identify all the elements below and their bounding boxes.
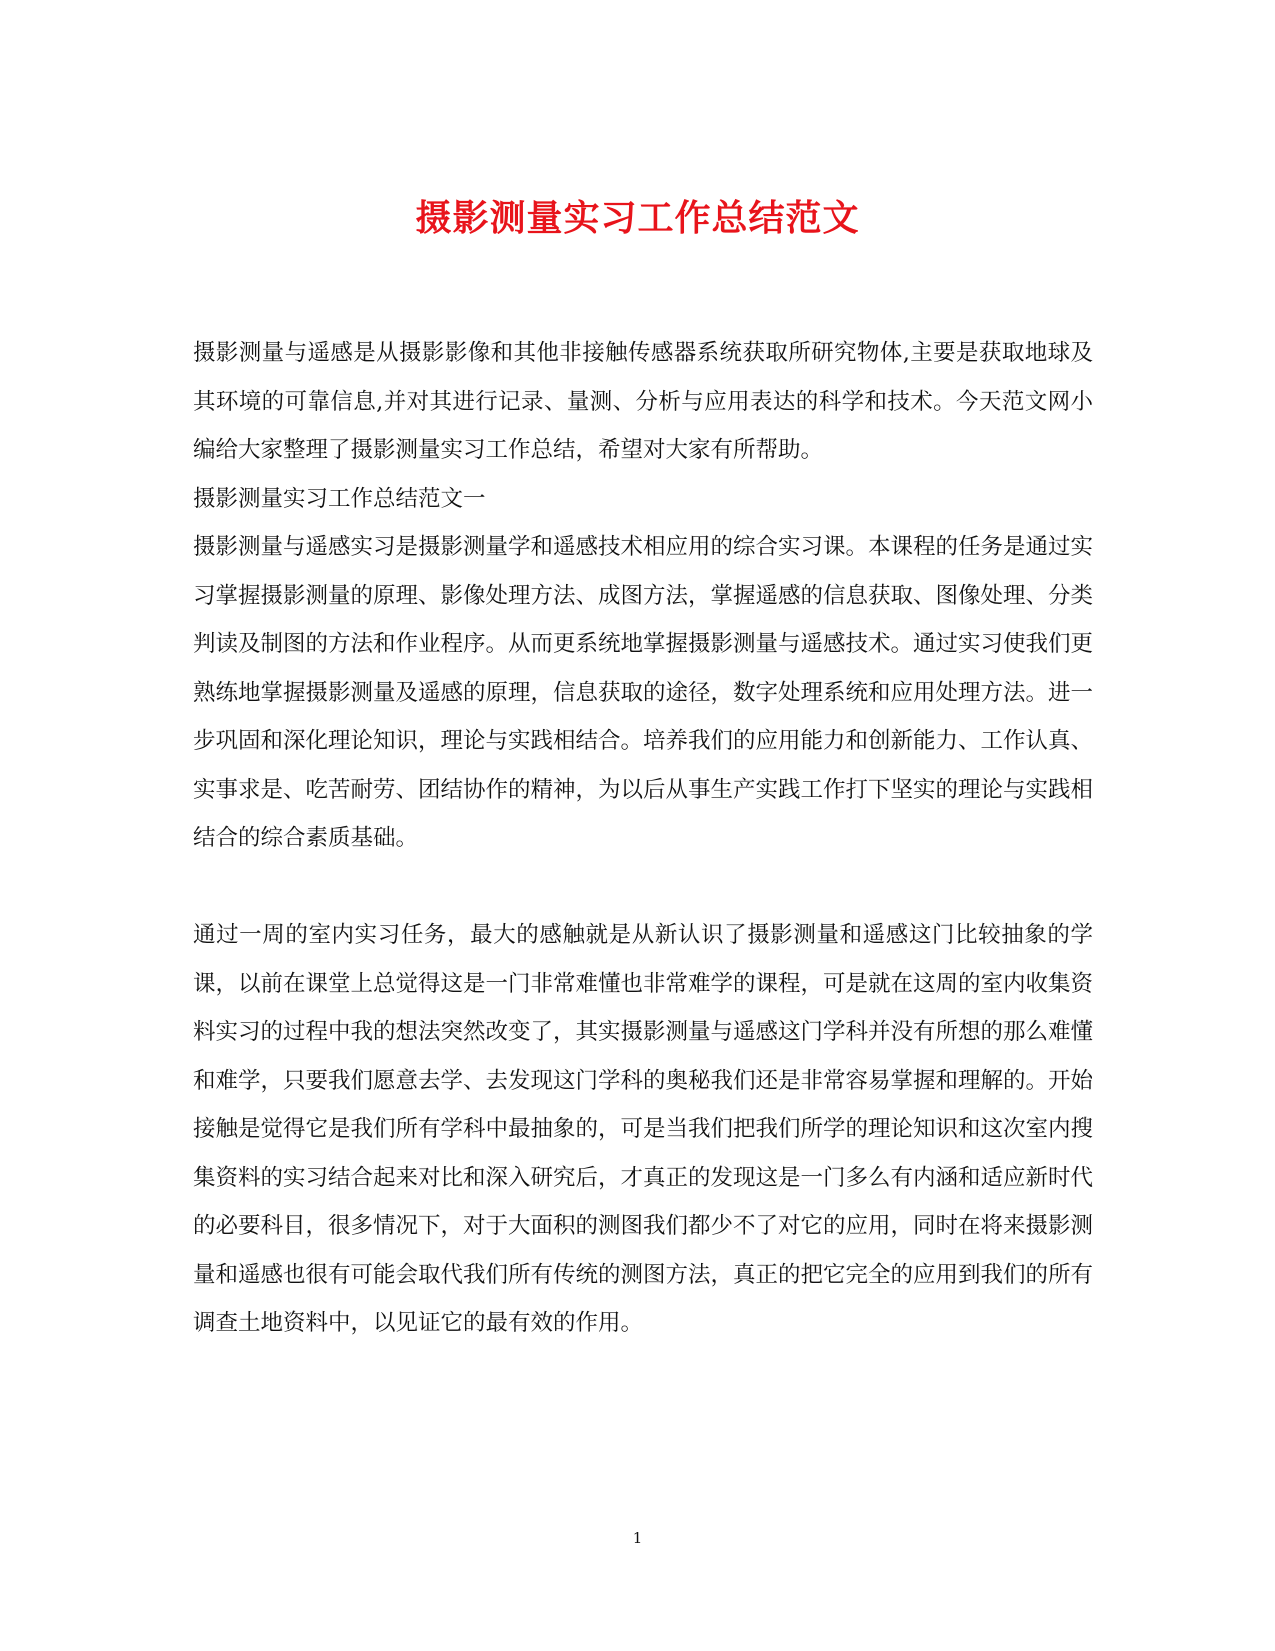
document-body <box>193 329 1093 1348</box>
document-title: 摄影测量实习工作总结范文 <box>415 197 860 240</box>
body-paragraph-1: 摄影测量与遥感实习是摄影测量学和遥感技术相应用的综合实习课。本课程的任务是通过实习掌握摄影测量的原理、影像处理方法、成图方法，掌握遥感的信息获取、图像处理、分类判读及制图的方法和作业程序。从而更系统地掌握摄影测量与遥感技术。通过实习使我们更熟练地掌握摄影测量及遥感的原理，信息获取的途径，数字处理系统和应用处理方法。进一步巩固和深化理论知识，理论与实践相结合。培养我们的应用能力和创新能力、工作认真、实事求是、吃苦耐劳、团结协作的精神，为以后从事生产实践工作打下坚实的理论与实践相结合的综合素质基础。 <box>193 534 1094 851</box>
page-number: 1 <box>632 1529 643 1547</box>
paragraph-spacer <box>193 863 1093 912</box>
body-paragraph-2: 通过一周的室内实习任务，最大的感触就是从新认识了摄影测量和遥感这门比较抽象的学课，以前在课堂上总觉得这是一门非常难懂也非常难学的课程，可是就在这周的室内收集资料实习的过程中我的想法突然改变了，其实摄影测量与遥感这门学科并没有所想的那么难懂和难学，只要我们愿意去学、去发现这门学科的奥秘我们还是非常容易掌握和理解的。开始接触是觉得它是我们所有学科中最抽象的，可是当我们把我们所学的理论知识和这次室内搜集资料的实习结合起来对比和深入研究后，才真正的发现这是一门多么有内涵和适应新时代的必要科目，很多情况下，对于大面积的测图我们都少不了对它的应用，同时在将来摄影测量和遥感也很有可能会取代我们所有传统的测图方法，真正的把它完全的应用到我们的所有调查土地资料中，以见证它的最有效的作用。 <box>193 922 1094 1336</box>
intro-paragraph: 摄影测量与遥感是从摄影影像和其他非接触传感器系统获取所研究物体,主要是获取地球及其环境的可靠信息,并对其进行记录、量测、分析与应用表达的科学和技术。今天范文网小编给大家整理了摄影测量实习工作总结，希望对大家有所帮助。 <box>193 340 1093 463</box>
section-heading: 摄影测量实习工作总结范文一 <box>193 485 486 512</box>
